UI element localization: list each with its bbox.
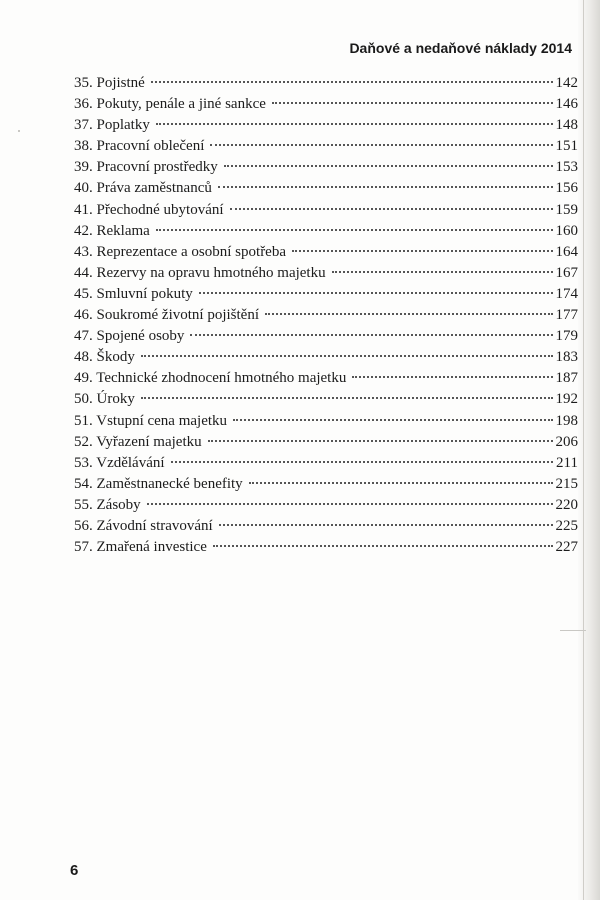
- dot-leader: [249, 482, 553, 484]
- toc-entry-number: 45.: [74, 285, 93, 302]
- toc-entry-label: [74, 221, 150, 242]
- toc-entry-title: Přechodné ubytování: [96, 201, 224, 218]
- toc-entry-label: [74, 347, 135, 368]
- toc-entry-page: 211: [556, 454, 578, 471]
- toc-entry-title: Pracovní oblečení: [96, 138, 205, 155]
- toc-entry-page: 198: [555, 412, 578, 429]
- toc-entry-title: Spojené osoby: [96, 328, 185, 345]
- dot-leader: [233, 419, 552, 421]
- toc-entry-label: [74, 157, 218, 178]
- toc-entry-page: 148: [555, 117, 578, 134]
- running-header: Daňové a nedaňové náklady 2014: [349, 40, 572, 56]
- toc-entry-title: Reklama: [96, 222, 150, 239]
- dot-leader: [141, 355, 553, 357]
- toc-entry-page: 156: [555, 180, 578, 197]
- dot-leader: [230, 208, 553, 210]
- dot-leader: [141, 397, 553, 399]
- toc-entry-page: 151: [555, 138, 578, 155]
- toc-entry-number: 49.: [74, 370, 93, 387]
- toc-entry-number: 40.: [74, 180, 93, 197]
- toc-entry-number: 35.: [74, 75, 93, 91]
- dot-leader: [292, 250, 553, 252]
- toc-entry: [74, 242, 578, 263]
- toc-entry-label: [74, 453, 165, 474]
- toc-entry: [74, 453, 578, 474]
- toc-entry-number: 46.: [74, 307, 93, 324]
- dot-leader: [171, 461, 554, 463]
- toc-entry: [74, 474, 578, 495]
- toc-entry-label: [74, 284, 193, 305]
- toc-entry-label: [74, 305, 259, 326]
- toc-entry-label: [74, 178, 212, 199]
- toc-entry-label: [74, 136, 204, 157]
- toc-entry: [74, 432, 578, 453]
- toc-entry-page: 160: [555, 222, 578, 239]
- toc-entry-number: 53.: [74, 454, 93, 471]
- toc-entry-page: 164: [555, 243, 578, 260]
- toc-entry-page: 183: [555, 349, 578, 366]
- toc-entry: [74, 516, 578, 537]
- toc-entry-page: 153: [555, 159, 578, 176]
- page-number: 6: [70, 862, 79, 879]
- toc-entry-title: Zaměstnanecké benefity: [96, 475, 243, 492]
- toc-entry-label: [74, 516, 213, 537]
- toc-entry-title: Škody: [96, 349, 135, 366]
- dot-leader: [272, 102, 553, 104]
- toc-entry-title: Úroky: [96, 391, 135, 408]
- table-of-contents: [74, 73, 578, 558]
- toc-entry: [74, 537, 578, 558]
- toc-entry: [74, 347, 578, 368]
- toc-entry-number: 44.: [74, 264, 93, 281]
- dot-leader: [265, 313, 553, 315]
- toc-entry-title: Práva zaměstnanců: [96, 180, 212, 197]
- toc-entry-label: [74, 200, 224, 221]
- toc-entry-number: 56.: [74, 517, 93, 534]
- toc-entry-title: Pokuty, penále a jiné sankce: [96, 96, 266, 113]
- toc-entry-label: [74, 73, 145, 94]
- dot-leader: [156, 229, 553, 231]
- toc-entry-number: 55.: [74, 496, 93, 513]
- toc-entry: [74, 495, 578, 516]
- dot-leader: [224, 165, 553, 167]
- toc-entry: [74, 326, 578, 347]
- dot-leader: [210, 144, 552, 146]
- dot-leader: [151, 81, 553, 83]
- page-edge-shadow: [578, 0, 600, 900]
- page-edge-line: [583, 0, 584, 900]
- toc-entry-page: 174: [555, 285, 578, 302]
- toc-entry-number: 54.: [74, 475, 93, 492]
- toc-entry: [74, 221, 578, 242]
- toc-entry: [74, 136, 578, 157]
- toc-entry-title: Zásoby: [96, 496, 141, 513]
- toc-entry-label: [74, 326, 184, 347]
- toc-entry-label: [74, 368, 346, 389]
- toc-entry-label: [74, 474, 243, 495]
- toc-entry-number: 50.: [74, 391, 93, 408]
- toc-entry-number: 39.: [74, 159, 93, 176]
- toc-entry-page: 159: [555, 201, 578, 218]
- toc-entry-number: 51.: [74, 412, 93, 429]
- toc-entry: [74, 115, 578, 136]
- dot-leader: [199, 292, 553, 294]
- toc-entry-number: 43.: [74, 243, 93, 260]
- toc-entry-page: 167: [555, 264, 578, 281]
- toc-entry-title: Vyřazení majetku: [96, 433, 202, 450]
- toc-entry: [74, 263, 578, 284]
- toc-entry-page: 206: [555, 433, 578, 450]
- dot-leader: [213, 545, 553, 547]
- toc-entry: [74, 284, 578, 305]
- toc-entry: [74, 200, 578, 221]
- toc-entry-number: 36.: [74, 96, 93, 113]
- toc-entry-number: 48.: [74, 349, 93, 366]
- toc-entry-label: [74, 115, 150, 136]
- toc-entry: [74, 157, 578, 178]
- toc-entry-page: 225: [555, 517, 578, 534]
- dot-leader: [147, 503, 553, 505]
- toc-entry-page: 187: [555, 370, 578, 387]
- toc-entry-number: 38.: [74, 138, 93, 155]
- toc-entry: [74, 411, 578, 432]
- scan-mark: [18, 130, 20, 132]
- dot-leader: [218, 186, 553, 188]
- toc-entry-number: 47.: [74, 328, 93, 345]
- toc-entry-title: Smluvní pokuty: [96, 285, 193, 302]
- toc-entry-number: 41.: [74, 201, 93, 218]
- toc-entry: [74, 389, 578, 410]
- toc-entry-title: Vzdělávání: [96, 454, 165, 471]
- toc-entry-page: 220: [555, 496, 578, 513]
- toc-entry: [74, 178, 578, 199]
- toc-entry: [74, 73, 578, 94]
- toc-entry-label: [74, 537, 207, 558]
- toc-entry-page: 146: [555, 96, 578, 113]
- toc-entry-title: Poplatky: [96, 117, 150, 134]
- toc-entry-title: Závodní stravování: [96, 517, 213, 534]
- toc-entry-label: [74, 495, 141, 516]
- toc-entry: [74, 368, 578, 389]
- toc-entry-number: 57.: [74, 539, 93, 556]
- toc-entry-page: 227: [555, 539, 578, 556]
- dot-leader: [219, 524, 553, 526]
- toc-entry-label: [74, 94, 266, 115]
- dot-leader: [156, 123, 553, 125]
- toc-entry-label: [74, 432, 202, 453]
- toc-entry-page: 177: [555, 307, 578, 324]
- toc-entry-title: Pojistné: [96, 75, 145, 91]
- toc-entry-label: [74, 411, 227, 432]
- toc-entry-page: 179: [555, 328, 578, 345]
- toc-entry-number: 42.: [74, 222, 93, 239]
- toc-entry: [74, 94, 578, 115]
- toc-entry-label: [74, 242, 286, 263]
- toc-entry-number: 52.: [74, 433, 93, 450]
- dot-leader: [332, 271, 553, 273]
- toc-entry-label: [74, 263, 326, 284]
- toc-entry-page: 215: [555, 475, 578, 492]
- toc-entry-title: Rezervy na opravu hmotného majetku: [96, 264, 326, 281]
- toc-entry-page: 192: [555, 391, 578, 408]
- toc-entry-page: 142: [555, 75, 578, 91]
- dot-leader: [352, 376, 552, 378]
- toc-entry-number: 37.: [74, 117, 93, 134]
- toc-entry-title: Pracovní prostředky: [96, 159, 218, 176]
- toc-entry-label: [74, 389, 135, 410]
- dot-leader: [208, 440, 553, 442]
- dot-leader: [190, 334, 552, 336]
- toc-entry: [74, 305, 578, 326]
- scan-mark: [560, 630, 586, 631]
- toc-entry-title: Vstupní cena majetku: [96, 412, 228, 429]
- toc-entry-title: Reprezentace a osobní spotřeba: [96, 243, 286, 260]
- toc-entry-title: Soukromé životní pojištění: [96, 307, 259, 324]
- toc-entry-title: Technické zhodnocení hmotného majetku: [96, 370, 347, 387]
- toc-entry-title: Zmařená investice: [96, 539, 207, 556]
